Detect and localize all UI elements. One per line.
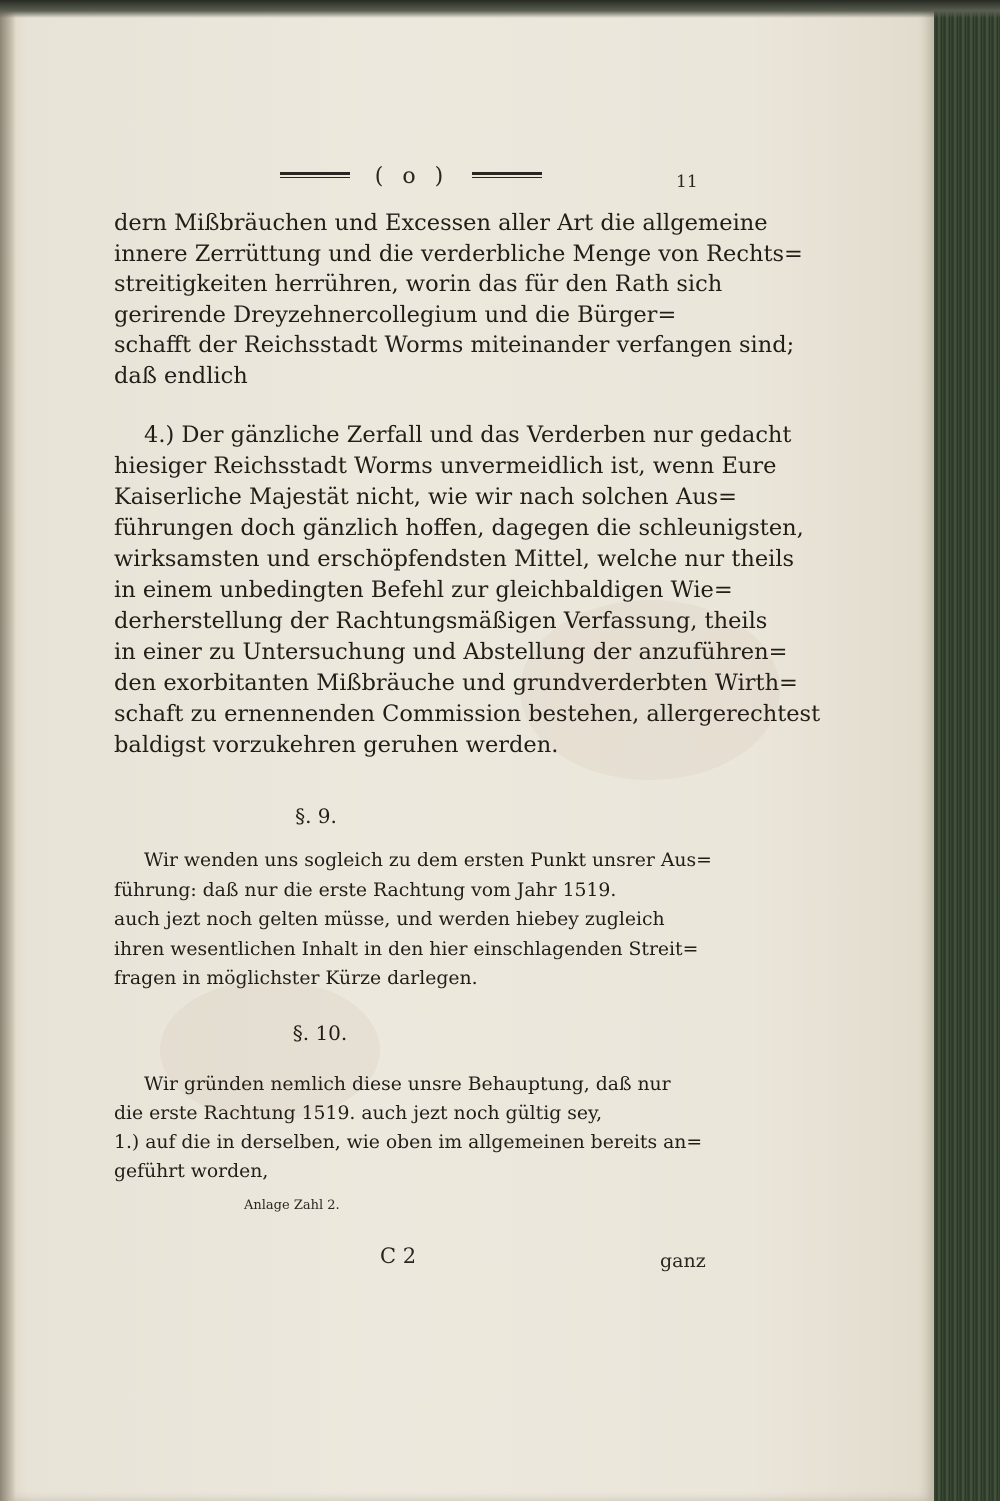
text-line: ihren wesentlichen Inhalt in den hier einschlagenden Streit= bbox=[114, 938, 699, 960]
header-rule-right bbox=[472, 172, 542, 175]
text-line: führungen doch gänzlich hoffen, dagegen die schleunigsten, bbox=[114, 515, 804, 541]
text-line: Wir gründen nemlich diese unsre Behauptung, daß nur bbox=[144, 1074, 671, 1095]
text-line: daß endlich bbox=[114, 362, 248, 389]
section-heading-9: §. 9. bbox=[295, 804, 337, 828]
text-line: auch jezt noch gelten müsse, und werden hiebey zugleich bbox=[114, 909, 665, 931]
page-gutter bbox=[0, 0, 16, 1501]
text-line: derherstellung der Rachtungsmäßigen Verfassung, theils bbox=[114, 608, 768, 634]
header-rule-left bbox=[280, 172, 350, 175]
running-header bbox=[276, 162, 706, 202]
annex-note: Anlage Zahl 2. bbox=[244, 1198, 340, 1213]
text-line: innere Zerrüttung und die verderbliche Menge von Rechts= bbox=[114, 240, 803, 267]
text-line: hiesiger Reichsstadt Worms unvermeidlich ist, wenn Eure bbox=[114, 453, 777, 479]
text-line: schafft der Reichsstadt Worms miteinander verfangen sind; bbox=[114, 332, 795, 359]
book-edge bbox=[934, 0, 1000, 1501]
text-line: schaft zu ernennenden Commission bestehen, allergerechtest bbox=[114, 701, 821, 727]
text-line: baldigst vorzukehren geruhen werden. bbox=[114, 732, 559, 758]
text-line: 4.) Der gänzliche Zerfall und das Verderben nur gedacht bbox=[144, 422, 792, 448]
text-line: führung: daß nur die erste Rachtung vom Jahr 1519. bbox=[114, 879, 617, 901]
text-line: 1.) auf die in derselben, wie oben im allgemeinen bereits an= bbox=[114, 1132, 703, 1153]
header-rule-right-thin bbox=[472, 177, 542, 178]
text-line: dern Mißbräuchen und Excessen aller Art die allgemeine bbox=[114, 210, 768, 236]
text-line: die erste Rachtung 1519. auch jezt noch gültig sey, bbox=[114, 1103, 603, 1124]
page-number: 11 bbox=[676, 172, 698, 192]
text-line: in einer zu Untersuchung und Abstellung der anzuführen= bbox=[114, 639, 788, 665]
text-line: Kaiserliche Majestät nicht, wie wir nach solchen Aus= bbox=[114, 484, 737, 510]
catchword: ganz bbox=[660, 1250, 706, 1272]
paragraph-point-4 bbox=[114, 420, 821, 761]
text-line: gerirende Dreyzehnercollegium und die Bürger= bbox=[114, 301, 677, 328]
section-10-body bbox=[114, 1070, 706, 1186]
text-line: wirksamsten und erschöpfendsten Mittel, welche nur theils bbox=[114, 546, 795, 572]
text-line: Wir wenden uns sogleich zu dem ersten Punkt unsrer Aus= bbox=[144, 850, 712, 871]
text-line: geführt worden, bbox=[114, 1161, 269, 1182]
text-line: in einem unbedingten Befehl zur gleichbaldigen Wie= bbox=[114, 577, 733, 603]
signature-mark: C 2 bbox=[380, 1244, 417, 1268]
text-line: fragen in möglichster Kürze darlegen. bbox=[114, 968, 478, 990]
paragraph-continuation bbox=[114, 208, 803, 392]
header-ornament: ( o ) bbox=[374, 164, 450, 189]
section-heading-10: §. 10. bbox=[292, 1021, 348, 1045]
text-line: streitigkeiten herrühren, worin das für den Rath sich bbox=[114, 271, 723, 298]
header-rule-left-thin bbox=[280, 177, 350, 178]
text-line: den exorbitanten Mißbräuche und grundverderbten Wirth= bbox=[114, 670, 798, 696]
section-9-body bbox=[114, 846, 712, 994]
scan-top-edge bbox=[0, 0, 1000, 18]
